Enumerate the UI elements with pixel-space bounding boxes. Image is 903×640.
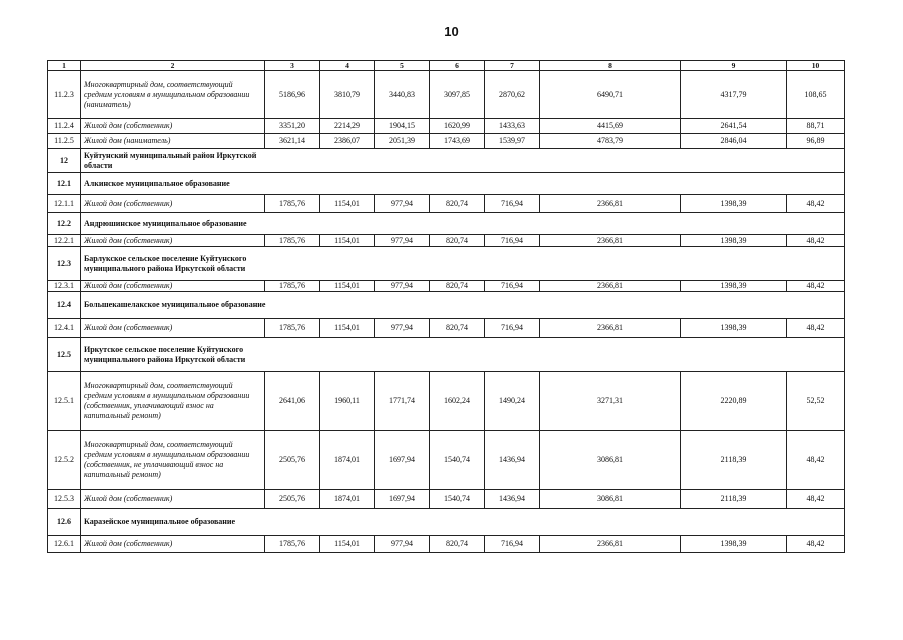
column-number-header: 3 <box>265 61 320 71</box>
value-cell: 2366,81 <box>540 319 681 338</box>
section-title: Каразейское муниципальное образование <box>81 509 845 536</box>
value-cell: 48,42 <box>787 490 845 509</box>
value-cell: 1785,76 <box>265 319 320 338</box>
value-cell: 716,94 <box>485 319 540 338</box>
table-row <box>48 372 845 431</box>
value-cell: 716,94 <box>485 281 540 292</box>
value-cell: 2051,39 <box>375 134 430 149</box>
value-cell: 1433,63 <box>485 119 540 134</box>
value-cell: 4783,79 <box>540 134 681 149</box>
value-cell: 6490,71 <box>540 71 681 119</box>
row-code: 12.2.1 <box>48 235 81 247</box>
value-cell: 88,71 <box>787 119 845 134</box>
column-number-row <box>48 61 845 71</box>
section-code: 12.4 <box>48 292 81 319</box>
table-row <box>48 235 845 247</box>
section-title: Андрюшинское муниципальное образование <box>81 213 845 235</box>
value-cell: 48,42 <box>787 195 845 213</box>
section-row <box>48 247 845 281</box>
value-cell: 48,42 <box>787 281 845 292</box>
column-number-header: 5 <box>375 61 430 71</box>
section-code: 12.3 <box>48 247 81 281</box>
value-cell: 4317,79 <box>681 71 787 119</box>
value-cell: 2505,76 <box>265 431 320 490</box>
table-row <box>48 431 845 490</box>
value-cell: 1785,76 <box>265 235 320 247</box>
value-cell: 1874,01 <box>320 490 375 509</box>
section-code: 12 <box>48 149 81 173</box>
value-cell: 3271,31 <box>540 372 681 431</box>
value-cell: 716,94 <box>485 536 540 553</box>
value-cell: 48,42 <box>787 431 845 490</box>
row-code: 12.6.1 <box>48 536 81 553</box>
value-cell: 3351,20 <box>265 119 320 134</box>
page-number: 10 <box>444 24 459 39</box>
column-number-header: 6 <box>430 61 485 71</box>
section-row <box>48 173 845 195</box>
value-cell: 1743,69 <box>430 134 485 149</box>
section-code: 12.2 <box>48 213 81 235</box>
value-cell: 2118,39 <box>681 431 787 490</box>
value-cell: 2220,89 <box>681 372 787 431</box>
value-cell: 1154,01 <box>320 281 375 292</box>
value-cell: 1697,94 <box>375 431 430 490</box>
value-cell: 2505,76 <box>265 490 320 509</box>
value-cell: 1490,24 <box>485 372 540 431</box>
value-cell: 1398,39 <box>681 319 787 338</box>
housing-type: Жилой дом (собственник) <box>81 235 265 247</box>
section-row <box>48 213 845 235</box>
column-number-header: 1 <box>48 61 81 71</box>
row-code: 11.2.4 <box>48 119 81 134</box>
housing-type: Жилой дом (собственник) <box>81 536 265 553</box>
value-cell: 977,94 <box>375 536 430 553</box>
value-cell: 1540,74 <box>430 490 485 509</box>
value-cell: 96,89 <box>787 134 845 149</box>
value-cell: 1771,74 <box>375 372 430 431</box>
value-cell: 1436,94 <box>485 490 540 509</box>
section-row <box>48 292 845 319</box>
value-cell: 1154,01 <box>320 536 375 553</box>
value-cell: 2386,07 <box>320 134 375 149</box>
section-row <box>48 509 845 536</box>
row-code: 12.3.1 <box>48 281 81 292</box>
housing-type: Жилой дом (собственник) <box>81 319 265 338</box>
row-code: 12.5.1 <box>48 372 81 431</box>
section-title: Барлукское сельское поселение Куйтунского муниципального района Иркутской области <box>81 247 845 281</box>
value-cell: 3097,85 <box>430 71 485 119</box>
value-cell: 3086,81 <box>540 490 681 509</box>
value-cell: 2870,62 <box>485 71 540 119</box>
value-cell: 48,42 <box>787 235 845 247</box>
value-cell: 1602,24 <box>430 372 485 431</box>
value-cell: 2214,29 <box>320 119 375 134</box>
value-cell: 1785,76 <box>265 195 320 213</box>
value-cell: 1398,39 <box>681 281 787 292</box>
column-number-header: 4 <box>320 61 375 71</box>
value-cell: 716,94 <box>485 235 540 247</box>
value-cell: 2641,54 <box>681 119 787 134</box>
column-number-header: 8 <box>540 61 681 71</box>
value-cell: 977,94 <box>375 235 430 247</box>
value-cell: 1154,01 <box>320 235 375 247</box>
value-cell: 1398,39 <box>681 235 787 247</box>
table-row <box>48 490 845 509</box>
section-row <box>48 149 845 173</box>
value-cell: 820,74 <box>430 195 485 213</box>
value-cell: 1960,11 <box>320 372 375 431</box>
table-row <box>48 319 845 338</box>
row-code: 12.1.1 <box>48 195 81 213</box>
value-cell: 3810,79 <box>320 71 375 119</box>
value-cell: 108,65 <box>787 71 845 119</box>
tariff-table <box>47 60 845 553</box>
value-cell: 1436,94 <box>485 431 540 490</box>
column-number-header: 10 <box>787 61 845 71</box>
value-cell: 1785,76 <box>265 281 320 292</box>
value-cell: 820,74 <box>430 235 485 247</box>
housing-type: Жилой дом (собственник) <box>81 281 265 292</box>
row-code: 11.2.3 <box>48 71 81 119</box>
section-row <box>48 338 845 372</box>
value-cell: 48,42 <box>787 536 845 553</box>
value-cell: 1620,99 <box>430 119 485 134</box>
row-code: 12.5.2 <box>48 431 81 490</box>
value-cell: 1874,01 <box>320 431 375 490</box>
value-cell: 52,52 <box>787 372 845 431</box>
section-title: Иркутское сельское поселение Куйтунского муниципального района Иркутской области <box>81 338 845 372</box>
value-cell: 1785,76 <box>265 536 320 553</box>
value-cell: 977,94 <box>375 281 430 292</box>
value-cell: 4415,69 <box>540 119 681 134</box>
row-code: 12.5.3 <box>48 490 81 509</box>
housing-type: Многоквартирный дом, соответствующий средним условиям в муниципальном образовании (наниматель) <box>81 71 265 119</box>
section-code: 12.5 <box>48 338 81 372</box>
value-cell: 716,94 <box>485 195 540 213</box>
table-row <box>48 134 845 149</box>
section-title: Куйтунский муниципальный район Иркутской области <box>81 149 845 173</box>
column-number-header: 9 <box>681 61 787 71</box>
value-cell: 1154,01 <box>320 319 375 338</box>
housing-type: Многоквартирный дом, соответствующий средним условиям в муниципальном образовании (собственник, не уплачивающий взнос на капитальный ремонт) <box>81 431 265 490</box>
section-code: 12.1 <box>48 173 81 195</box>
value-cell: 3621,14 <box>265 134 320 149</box>
housing-type: Многоквартирный дом, соответствующий средним условиям в муниципальном образовании (собственник, уплачивающий взнос на капитальный ремонт) <box>81 372 265 431</box>
value-cell: 820,74 <box>430 319 485 338</box>
table-row <box>48 119 845 134</box>
value-cell: 1904,15 <box>375 119 430 134</box>
value-cell: 1154,01 <box>320 195 375 213</box>
value-cell: 2366,81 <box>540 195 681 213</box>
value-cell: 977,94 <box>375 319 430 338</box>
column-number-header: 7 <box>485 61 540 71</box>
value-cell: 3086,81 <box>540 431 681 490</box>
value-cell: 1398,39 <box>681 536 787 553</box>
column-number-header: 2 <box>81 61 265 71</box>
housing-type: Жилой дом (наниматель) <box>81 134 265 149</box>
housing-type: Жилой дом (собственник) <box>81 195 265 213</box>
value-cell: 2846,04 <box>681 134 787 149</box>
value-cell: 2366,81 <box>540 235 681 247</box>
value-cell: 1697,94 <box>375 490 430 509</box>
table-row <box>48 195 845 213</box>
value-cell: 977,94 <box>375 195 430 213</box>
section-title: Алкинское муниципальное образование <box>81 173 845 195</box>
value-cell: 820,74 <box>430 281 485 292</box>
row-code: 12.4.1 <box>48 319 81 338</box>
table-row <box>48 536 845 553</box>
value-cell: 48,42 <box>787 319 845 338</box>
housing-type: Жилой дом (собственник) <box>81 490 265 509</box>
value-cell: 2366,81 <box>540 281 681 292</box>
row-code: 11.2.5 <box>48 134 81 149</box>
value-cell: 1539,97 <box>485 134 540 149</box>
table-row <box>48 281 845 292</box>
value-cell: 3440,83 <box>375 71 430 119</box>
value-cell: 2641,06 <box>265 372 320 431</box>
section-code: 12.6 <box>48 509 81 536</box>
table-row <box>48 71 845 119</box>
section-title: Большекашелакское муниципальное образование <box>81 292 845 319</box>
value-cell: 2118,39 <box>681 490 787 509</box>
value-cell: 1398,39 <box>681 195 787 213</box>
housing-type: Жилой дом (собственник) <box>81 119 265 134</box>
value-cell: 2366,81 <box>540 536 681 553</box>
value-cell: 1540,74 <box>430 431 485 490</box>
value-cell: 5186,96 <box>265 71 320 119</box>
value-cell: 820,74 <box>430 536 485 553</box>
